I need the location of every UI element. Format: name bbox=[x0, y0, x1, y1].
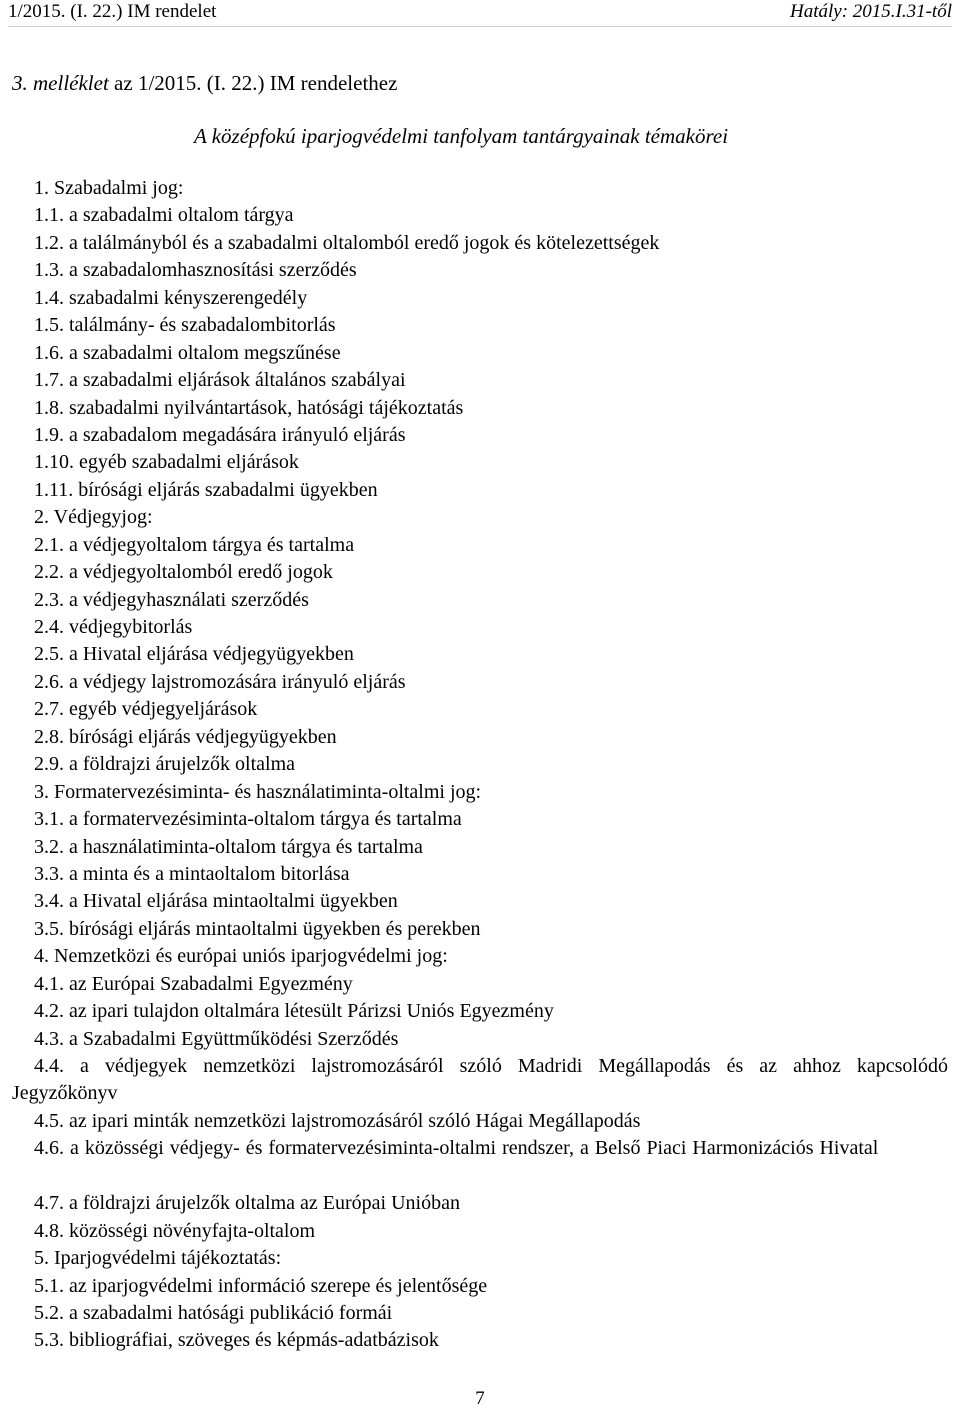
list-item: 1.6. a szabadalmi oltalom megszűnése bbox=[34, 341, 341, 364]
list-item: 4.6. a közösségi védjegy- és formatervezésiminta-oltalmi rendszer, a Belső Piaci Harmonizációs Hivatal bbox=[34, 1137, 879, 1160]
annex-reference: az 1/2015. (I. 22.) IM rendelethez bbox=[108, 71, 398, 95]
list-item: 3.5. bírósági eljárás mintaoltalmi ügyekben és perekben bbox=[34, 917, 481, 940]
list-item: 3.1. a formatervezésiminta-oltalom tárgya és tartalma bbox=[34, 808, 462, 831]
list-item: 5. Iparjogvédelmi tájékoztatás: bbox=[34, 1247, 282, 1270]
list-item: 4.3. a Szabadalmi Együttműködési Szerződés bbox=[34, 1027, 399, 1050]
list-item: 2.1. a védjegyoltalom tárgya és tartalma bbox=[34, 533, 355, 556]
list-item: 1.5. találmány- és szabadalombitorlás bbox=[34, 314, 336, 337]
list-item: 1.7. a szabadalmi eljárások általános szabályai bbox=[34, 369, 406, 392]
list-item: 3.2. a használatiminta-oltalom tárgya és tartalma bbox=[34, 835, 423, 858]
running-header-right: Hatály: 2015.I.31-től bbox=[789, 1, 952, 22]
list-item: 4.2. az ipari tulajdon oltalmára létesült Párizsi Uniós Egyezmény bbox=[34, 1000, 554, 1023]
list-item: 4.1. az Európai Szabadalmi Egyezmény bbox=[34, 972, 353, 995]
list-item: 1.4. szabadalmi kényszerengedély bbox=[34, 286, 308, 309]
list-item: 1.2. a találmányból és a szabadalmi oltalomból eredő jogok és kötelezettségek bbox=[34, 231, 660, 254]
list-item: 2. Védjegyjog: bbox=[34, 506, 153, 529]
list-item: 2.4. védjegybitorlás bbox=[34, 616, 193, 638]
running-header-left: 1/2015. (I. 22.) IM rendelet bbox=[8, 1, 217, 22]
list-item: 3.3. a minta és a mintaoltalom bitorlása bbox=[34, 862, 350, 885]
list-item: 2.5. a Hivatal eljárása védjegyügyekben bbox=[34, 643, 354, 666]
header-divider bbox=[8, 26, 952, 27]
list-item: 1.9. a szabadalom megadására irányuló eljárás bbox=[34, 423, 406, 446]
list-item: 1.11. bírósági eljárás szabadalmi ügyekben bbox=[34, 478, 378, 501]
list-item: 2.6. a védjegy lajstromozására irányuló eljárás bbox=[34, 670, 406, 693]
topic-list bbox=[0, 175, 960, 1355]
list-item: 1.10. egyéb szabadalmi eljárások bbox=[34, 451, 299, 474]
document-title: A középfokú iparjogvédelmi tanfolyam tantárgyainak témakörei bbox=[194, 124, 729, 148]
annex-number: 3. melléklet bbox=[12, 71, 109, 95]
list-item: 5.3. bibliográfiai, szöveges és képmás-adatbázisok bbox=[34, 1329, 439, 1352]
list-item: 2.3. a védjegyhasználati szerződés bbox=[34, 588, 309, 611]
list-item: 4.8. közösségi növényfajta-oltalom bbox=[34, 1219, 316, 1242]
list-item: 4. Nemzetközi és európai uniós iparjogvédelmi jog: bbox=[34, 945, 448, 968]
list-item: 3. Formatervezésiminta- és használatiminta-oltalmi jog: bbox=[34, 780, 482, 803]
page-number: 7 bbox=[475, 1388, 485, 1409]
list-item: 2.9. a földrajzi árujelzők oltalma bbox=[34, 753, 296, 776]
list-item: 3.4. a Hivatal eljárása mintaoltalmi ügyekben bbox=[34, 890, 398, 913]
list-item: 5.1. az iparjogvédelmi információ szerepe és jelentősége bbox=[34, 1274, 488, 1297]
list-item: 2.2. a védjegyoltalomból eredő jogok bbox=[34, 561, 333, 584]
list-item: 4.4. a védjegyek nemzetközi lajstromozásáról szóló Madridi Megállapodás és az ahhoz kapcsolódó Jegyzőkönyv bbox=[12, 1055, 948, 1105]
list-item: 2.8. bírósági eljárás védjegyügyekben bbox=[34, 725, 337, 748]
list-item: 1.1. a szabadalmi oltalom tárgya bbox=[34, 204, 294, 227]
annex-title bbox=[12, 70, 397, 96]
list-item: 1.3. a szabadalomhasznosítási szerződés bbox=[34, 259, 357, 282]
list-item: 2.7. egyéb védjegyeljárások bbox=[34, 698, 258, 721]
list-item: 4.5. az ipari minták nemzetközi lajstromozásáról szóló Hágai Megállapodás bbox=[34, 1109, 641, 1132]
list-item: 1.8. szabadalmi nyilvántartások, hatósági tájékoztatás bbox=[34, 396, 464, 419]
list-item: 1. Szabadalmi jog: bbox=[34, 177, 184, 199]
list-item: 5.2. a szabadalmi hatósági publikáció formái bbox=[34, 1301, 393, 1324]
list-item: 4.7. a földrajzi árujelzők oltalma az Európai Unióban bbox=[34, 1192, 460, 1215]
